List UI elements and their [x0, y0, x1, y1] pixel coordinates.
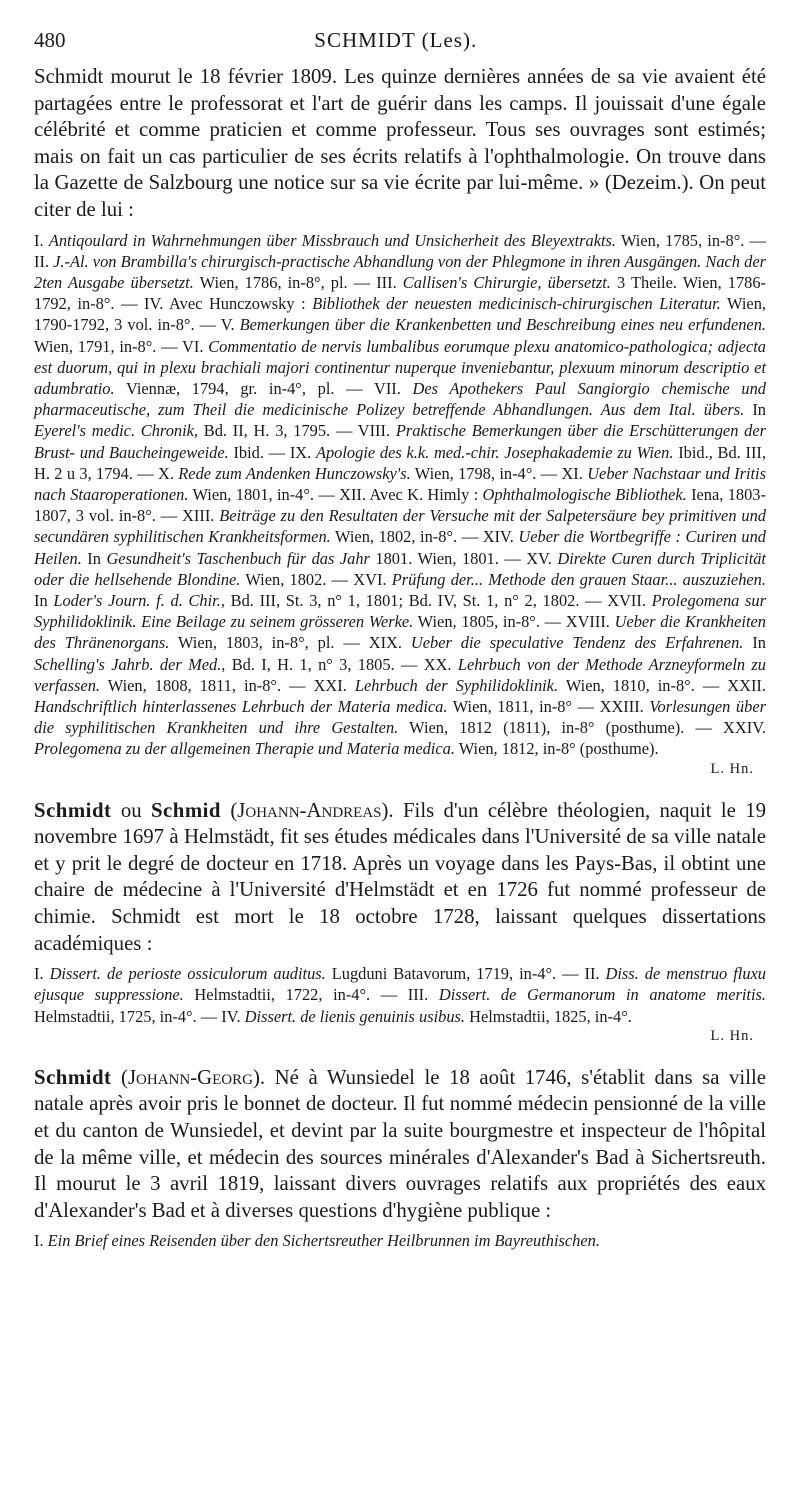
work-title: Lehrbuch der Syphilidoklinik.: [354, 675, 559, 695]
entry-schmidt-continued: [34, 64, 766, 778]
work-title: Bemerkungen über die Krankenbetten und Beschreibung eines neu erfundenen.: [239, 315, 766, 335]
citation-text: Wien, 1802. — XVI.: [240, 569, 392, 589]
author-signature: L. Hn.: [710, 760, 754, 777]
citation-text: I.: [34, 1231, 48, 1251]
work-title: Dissert. de lienis genuinis usibus.: [244, 1006, 466, 1026]
citation-text: Wien, 1805, in-8°. — XVIII.: [413, 612, 615, 632]
work-title: Prolegomena zu der allgemeinen Therapie und Materia medica.: [34, 739, 455, 759]
citation-text: Wien, 1812, in-8° (posthume).: [454, 739, 659, 759]
work-title: Handschriftlich hinterlassenes Lehrbuch der Materia medica.: [34, 697, 448, 717]
work-title: Ein Brief eines Reisenden über den Sichertsreuther Heilbrunnen im Bayreuthischen.: [47, 1231, 600, 1251]
citation-text: Bd. II, H. 3, 1795. — VIII.: [198, 421, 396, 441]
work-title: Lehrbuch von der Methode Arzneyformeln zu verfassen.: [34, 654, 766, 695]
citation-text: Helmstadtii, 1722, in-4°. — III.: [183, 985, 439, 1005]
citation-text: Wien, 1791, in-8°. — VI.: [34, 336, 209, 356]
citation-text: Ibid., Bd. III, H. 2 u 3, 1794. — X.: [34, 442, 766, 483]
citation-text: Iena, 1803-1807, 3 vol. in-8°. — XIII.: [34, 485, 766, 526]
citation-text: Wien, 1802, in-8°. — XIV.: [330, 527, 519, 547]
citation-text: In: [34, 591, 54, 611]
work-title: Des Apothekers Paul Sangiorgio chemische und pharmaceutische, zum Theil die medicinische Polizey betreffende Abhandlungen. Aus dem Ital. übers.: [34, 378, 766, 420]
work-title: Apologie des k.k. med.-chir. Josephakademie zu Wien.: [315, 442, 674, 462]
citation-text: In: [81, 548, 107, 568]
citation-text: I.: [34, 964, 50, 984]
citation-text: Viennæ, 1794, gr. in-4°, pl. — VII.: [114, 378, 413, 398]
work-title: Direkte Curen durch Triplicität oder die hellsehende Blondine.: [34, 548, 766, 589]
citation-text: Wien, 1785, in-8°. — II.: [34, 230, 767, 271]
citation-text: Wien, 1808, 1811, in-8°. — XXI.: [100, 675, 355, 695]
citation-text: Ibid. — IX.: [228, 442, 316, 462]
work-title: Loder's Journ. f. d. Chir.,: [53, 591, 225, 611]
entry-given-names: (Johann-Georg).: [111, 1065, 266, 1089]
work-title: J.-Al. von Brambilla's chirurgisch-practische Abhandlung von der Phlegmone in ihren Ausgängen. Nach der 2ten Ausgabe übersetzt.: [34, 251, 766, 292]
citation-text: I.: [34, 230, 49, 250]
entry-given-names: (Johann-Andreas).: [221, 798, 394, 822]
entry-alt-headword: Schmid: [150, 798, 222, 822]
work-title: Prolegomena sur Syphilidoklinik. Eine Beilage zu seinem grösseren Werke.: [34, 591, 766, 632]
work-title: Ueber die Wortbegriffe : Curiren und Heilen.: [34, 527, 766, 568]
citation-text: Bd. I, H. 1, n° 3, 1805. — XX.: [225, 654, 458, 674]
work-title: Dissert. de Germanorum in anatome meritis.: [438, 985, 767, 1005]
work-title: Ueber die speculative Tendenz des Erfahrenen.: [410, 633, 744, 653]
entry-text: Fils d'un célèbre théologien, naquit le 19 novembre 1697 à Helmstädt, fit ses études médicales dans l'Université de sa ville natale et y prit le degré de docteur en 1718. Après un voyage dans les Pays-Bas, il obtint une chaire de médecine à l'Université d'Helmstädt et en 1726 fut nommé professeur de chimie. Schmidt est mort le 18 octobre 1728, laissant quelques dissertations académiques :: [34, 798, 766, 955]
page-number: 480: [34, 28, 66, 52]
work-title: Rede zum Andenken Hunczowsky's.: [178, 463, 411, 483]
bibliography-list: [34, 1230, 766, 1251]
citation-text: Helmstadtii, 1825, in-4°.: [465, 1006, 632, 1026]
running-title: SCHMIDT (Les).: [314, 28, 478, 52]
entry-paragraph: Schmidt mourut le 18 février 1809. Les quinze dernières années de sa vie avaient été partagées entre le professorat et l'art de guérir dans les camps. Il jouissait d'une égale célébrité et comme praticien et comme professeur. Tous ses ouvrages sont estimés; mais on fait un cas particulier de ses écrits relatifs à l'ophthalmologie. On trouve dans la Gazette de Salzbourg une notice sur sa vie écrite par lui-même. » (Dezeim.). On peut citer de lui :: [34, 65, 766, 221]
work-title: Gesundheit's Taschenbuch für das Jahr: [106, 548, 370, 568]
bibliography-list: [34, 963, 766, 1027]
bibliography-list: [34, 230, 766, 760]
work-title: Antiqoulard in Wahrnehmungen über Missbrauch und Unsicherheit des Bleyextrakts.: [48, 230, 617, 250]
work-title: Diss. de menstruo fluxu ejusque suppressione.: [34, 964, 767, 1005]
work-title: Bibliothek der neuesten medicinisch-chirurgischen Literatur.: [312, 294, 721, 314]
citation-text: 3 Theile. Wien, 1786-1792, in-8°. — IV. Avec Hunczowsky :: [34, 272, 767, 314]
work-title: Callisen's Chirurgie, übersetzt.: [402, 272, 611, 292]
citation-text: Wien, 1810, in-8°. — XXII.: [558, 675, 766, 695]
citation-text: In: [744, 400, 766, 420]
citation-text: Wien, 1786, in-8°, pl. — III.: [193, 272, 403, 292]
citation-text: Wien, 1812 (1811), in-8° (posthume). — XXIV.: [398, 718, 767, 738]
entry-headword: Schmidt: [34, 798, 112, 822]
work-title: Vorlesungen über die syphilitischen Krankheiten und ihre Gestalten.: [34, 697, 766, 738]
citation-text: 1801. Wien, 1801. — XV.: [369, 548, 558, 568]
citation-text: Wien, 1790-1792, 3 vol. in-8°. — V.: [34, 294, 766, 335]
citation-text: Wien, 1803, in-8°, pl. — XIX.: [169, 633, 411, 653]
work-title: Ophthalmologische Bibliothek.: [482, 485, 687, 504]
citation-text: Bd. III, St. 3, n° 1, 1801; Bd. IV, St. 1, n° 2, 1802. — XVII.: [224, 591, 652, 611]
work-title: Praktische Bemerkungen über die Erschütterungen der Brust- und Baucheingeweide.: [34, 421, 767, 462]
work-title: Prüfung der... Methode den grauen Staar... auszuziehen.: [391, 569, 766, 589]
entry-connector: ou: [111, 798, 151, 822]
author-signature: L. Hn.: [710, 1027, 754, 1044]
citation-text: Helmstadtii, 1725, in-4°. — IV.: [34, 1006, 245, 1026]
work-title: Commentatio de nervis lumbalibus eorumque plexu anatomico-pathologica; adjecta est duorum, qui in plexu brachiali majori continentur nuperque inveniebantur, plexuum minorum descriptio et adumbratio.: [34, 336, 766, 398]
work-title: Schelling's Jahrb. der Med.,: [34, 654, 226, 674]
work-title: Eyerel's medic. Chronik,: [34, 421, 199, 441]
page-header: [34, 28, 766, 62]
citation-text: In: [743, 633, 766, 653]
citation-text: Wien, 1811, in-8° — XXIII.: [447, 697, 650, 717]
work-title: Ueber Nachstaar und Iritis nach Staaroperationen.: [34, 463, 766, 504]
entry-schmidt-johann-andreas: [34, 798, 766, 1045]
entry-text: Né à Wunsiedel le 18 août 1746, s'établit dans sa ville natale après avoir pris le bonnet de docteur. Il fut nommé médecin pensionné de la ville et du canton de Wunsiedel, et devint par la suite bourgmestre et inspecteur de l'hôpital de la même ville, et médecin des sources minérales d'Alexander's Bad à Sichertsreuth. Il mourut le 3 avril 1819, laissant divers ouvrages relatifs aux propriétés des eaux d'Alexander's Bad et à diverses questions d'hygiène publique :: [34, 1065, 766, 1222]
work-title: Dissert. de perioste ossiculorum auditus.: [49, 964, 326, 984]
entry-schmidt-johann-georg: [34, 1065, 766, 1252]
work-title: Ueber die Krankheiten des Thränenorgans.: [34, 612, 766, 653]
entry-paragraph: [34, 798, 766, 958]
entry-paragraph: [34, 1065, 766, 1225]
entry-headword: Schmidt: [34, 1065, 112, 1089]
citation-text: Lugduni Batavorum, 1719, in-4°. — II.: [325, 964, 606, 984]
citation-text: Wien, 1801, in-4°. — XII. Avec K. Himly :: [188, 485, 483, 504]
work-title: Beiträge zu den Resultaten der Versuche mit der Salpetersäure bey primitiven und secundären syphilitischen Krankheitsformen.: [34, 506, 766, 547]
citation-text: Wien, 1798, in-4°. — XI.: [410, 463, 588, 483]
